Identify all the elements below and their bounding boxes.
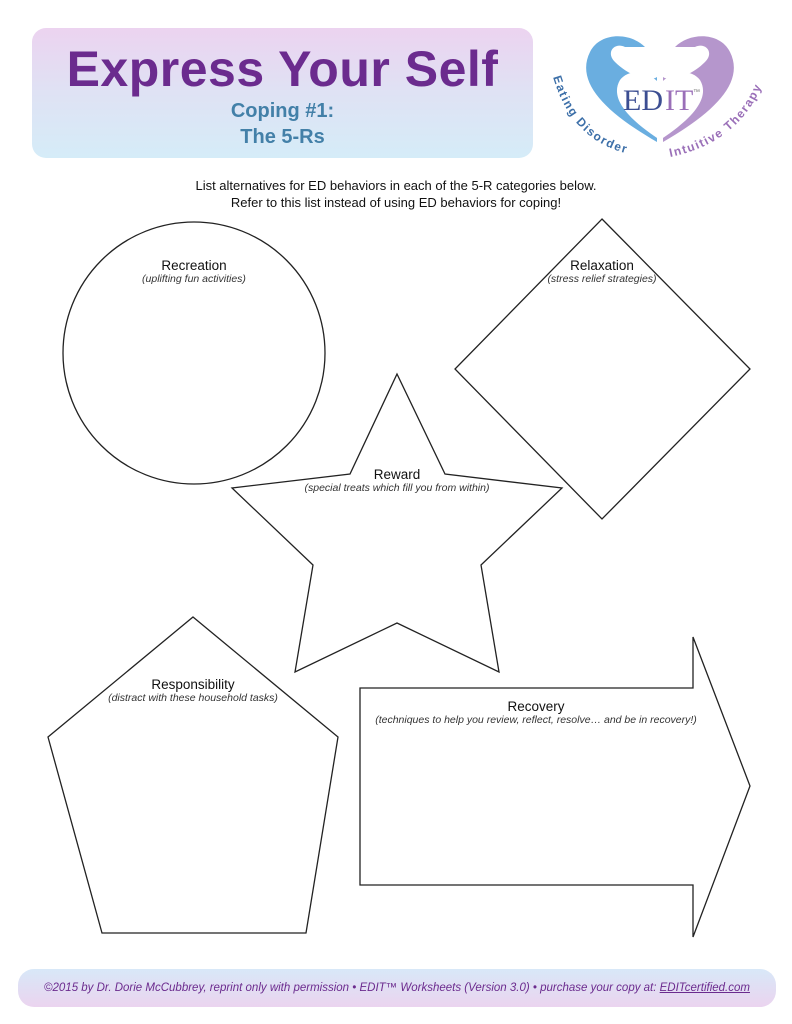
reward-star[interactable]	[232, 374, 562, 672]
footer-link[interactable]: EDITcertified.com	[659, 982, 750, 994]
recovery-arrow[interactable]	[360, 637, 750, 937]
responsibility-desc: (distract with these household tasks)	[108, 692, 278, 704]
responsibility-pentagon[interactable]	[48, 617, 338, 933]
recreation-desc: (uplifting fun activities)	[142, 273, 246, 285]
relaxation-label	[502, 258, 702, 285]
footer-text: ©2015 by Dr. Dorie McCubbrey, reprint only with permission • EDIT™ Worksheets (Version 3.0) • purchase your copy at:	[44, 982, 660, 994]
recreation-title: Recreation	[161, 258, 227, 273]
svg-text:™: ™	[693, 89, 700, 96]
relaxation-title: Relaxation	[570, 258, 634, 273]
reward-label	[272, 467, 522, 494]
recovery-label	[360, 699, 712, 726]
recovery-title: Recovery	[507, 699, 565, 714]
instructions-line2: Refer to this list instead of using ED behaviors for coping!	[230, 195, 562, 210]
reward-desc: (special treats which fill you from within)	[304, 482, 490, 494]
responsibility-label	[83, 677, 303, 704]
svg-text:Eating Disorder: Eating Disorder	[550, 73, 630, 157]
instructions-line1: List alternatives for ED behaviors in each of the 5-R categories below.	[195, 178, 597, 193]
footer-banner	[18, 969, 776, 1007]
relaxation-desc: (stress relief strategies)	[547, 273, 657, 285]
page-title: Express Your Self	[66, 41, 499, 97]
recreation-label	[94, 258, 294, 285]
reward-title: Reward	[373, 467, 421, 482]
subtitle-line2: The 5-Rs	[240, 126, 325, 148]
recovery-desc: (techniques to help you review, reflect, resolve… and be in recovery!)	[375, 714, 697, 726]
svg-text:ED: ED	[623, 84, 663, 117]
subtitle-line1: Coping #1:	[230, 100, 335, 122]
responsibility-title: Responsibility	[151, 677, 235, 692]
svg-text:Intuitive Therapy: Intuitive Therapy	[667, 80, 765, 160]
svg-text:IT: IT	[665, 84, 694, 117]
